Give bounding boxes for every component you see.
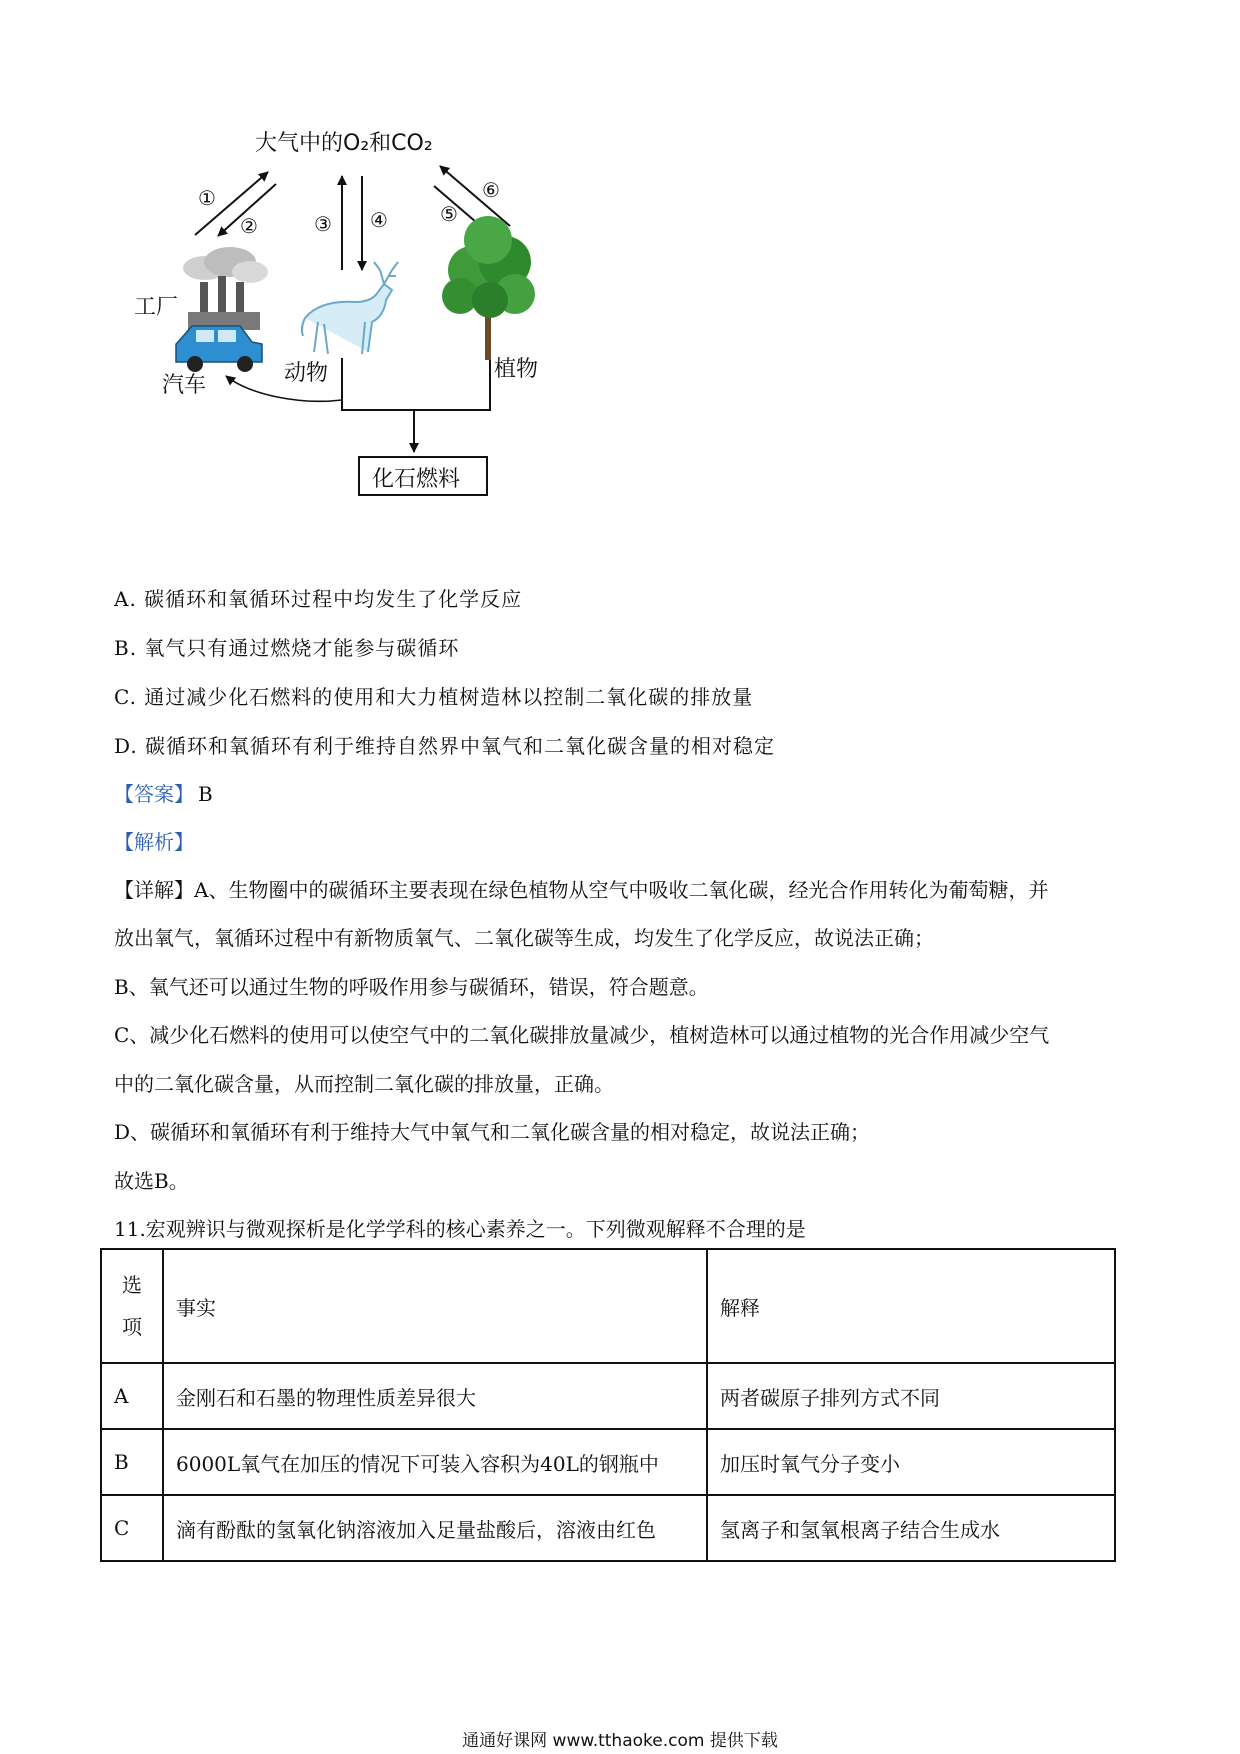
explanation-line-7: 故选B。 [114, 1169, 189, 1193]
fossil-fuel-label: 化石燃料 [372, 467, 461, 492]
answer-value: B [198, 782, 213, 806]
cycle-arrows [0, 0, 1240, 520]
explanation-line-1: 【详解】A、生物圈中的碳循环主要表现在绿色植物从空气中吸收二氧化碳，经光合作用转化为葡萄糖，并 [114, 878, 1049, 902]
row-b-explain: 加压时氧气分子变小 [707, 1429, 1115, 1495]
factory-label: 工厂 [134, 295, 179, 320]
explanation-line-2: 放出氧气，氧循环过程中有新物质氧气、二氧化碳等生成，均发生了化学反应，故说法正确； [114, 926, 934, 950]
circled-3: ③ [314, 212, 332, 236]
circled-5: ⑤ [440, 202, 458, 226]
explanation-line-4: C、减少化石燃料的使用可以使空气中的二氧化碳排放量减少，植树造林可以通过植物的光合作用减少空气 [114, 1023, 1050, 1047]
explanation-line-5: 中的二氧化碳含量，从而控制二氧化碳的排放量，正确。 [114, 1072, 614, 1096]
explanation-line-3: B、氧气还可以通过生物的呼吸作用参与碳循环，错误，符合题意。 [114, 975, 709, 999]
row-b-fact: 6000L氧气在加压的情况下可装入容积为40L的钢瓶中 [163, 1429, 707, 1495]
row-a-option: A [101, 1363, 163, 1429]
answer-line [114, 778, 213, 807]
bracket-line [342, 358, 490, 410]
option-c: C. 通过减少化石燃料的使用和大力植树造林以控制二氧化碳的排放量 [114, 685, 754, 709]
table-header-row [101, 1249, 1115, 1363]
circled-2: ② [240, 214, 258, 238]
row-c-explain: 氢离子和氢氧根离子结合生成水 [707, 1495, 1115, 1561]
answer-tag: 【答案】 [114, 782, 194, 806]
circled-4: ④ [370, 208, 388, 232]
circled-1: ① [198, 186, 216, 210]
question-11: 11.宏观辨识与微观探析是化学学科的核心素养之一。下列微观解释不合理的是 [114, 1217, 806, 1241]
option-a: A. 碳循环和氧循环过程中均发生了化学反应 [114, 587, 523, 611]
header-fact: 事实 [163, 1249, 707, 1363]
atmosphere-label: 大气中的O₂和CO₂ [255, 131, 433, 156]
table-row [101, 1495, 1115, 1561]
deer-illustration [302, 262, 398, 354]
plant-label: 植物 [494, 357, 539, 382]
header-option-line1: 选 [122, 1273, 142, 1297]
row-a-explain: 两者碳原子排列方式不同 [707, 1363, 1115, 1429]
fossil-fuel-box [358, 456, 488, 496]
analysis-tag: 【解析】 [114, 830, 194, 854]
table-row [101, 1363, 1115, 1429]
option-d: D. 碳循环和氧循环有利于维持自然界中氧气和二氧化碳含量的相对稳定 [114, 734, 776, 758]
row-c-option: C [101, 1495, 163, 1561]
page-footer: 通通好课网 www.tthaoke.com 提供下载 [462, 1731, 778, 1751]
table-row [101, 1429, 1115, 1495]
header-option-line2: 项 [122, 1315, 142, 1339]
tree-illustration [442, 216, 535, 360]
car-label: 汽车 [162, 373, 207, 398]
row-a-fact: 金刚石和石墨的物理性质差异很大 [163, 1363, 707, 1429]
animal-label: 动物 [284, 361, 329, 386]
circled-6: ⑥ [482, 178, 500, 202]
option-b: B. 氧气只有通过燃烧才能参与碳循环 [114, 636, 460, 660]
header-explain: 解释 [707, 1249, 1115, 1363]
factory-car-illustration [176, 247, 268, 372]
explanation-line-6: D、碳循环和氧循环有利于维持大气中氧气和二氧化碳含量的相对稳定，故说法正确； [114, 1120, 871, 1144]
row-c-fact: 滴有酚酞的氢氧化钠溶液加入足量盐酸后，溶液由红色 [163, 1495, 707, 1561]
question-table [100, 1248, 1116, 1562]
header-option [101, 1249, 163, 1363]
row-b-option: B [101, 1429, 163, 1495]
